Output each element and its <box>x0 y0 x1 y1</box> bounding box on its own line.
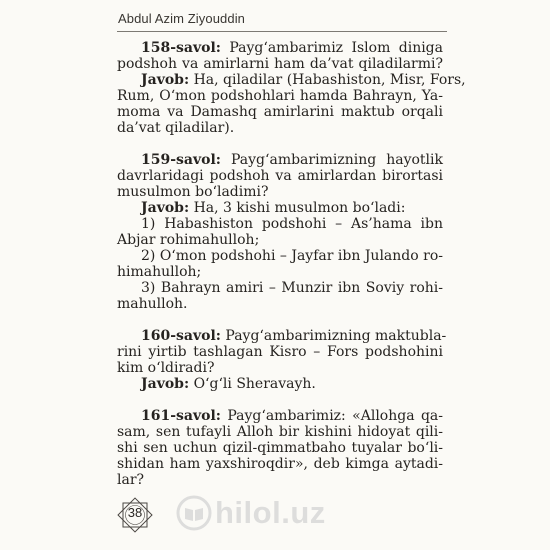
question-line: sam, sen tufayli Alloh bir kishini hidoyat qili- <box>117 424 443 440</box>
answer-text: Ha, 3 kishi musulmon bo‘ladi: <box>189 200 406 216</box>
question-line <box>117 328 447 344</box>
answer-line <box>117 200 443 216</box>
question-line: shi sen uchun qizil-qimmatbaho tuyalar bo‘li- <box>117 440 443 456</box>
answer-line: Abjar rohimahulloh; <box>117 232 260 248</box>
answer-line: mahulloh. <box>117 296 188 312</box>
answer-line: himahulloh; <box>117 264 202 280</box>
question-line: kim o‘ldiradi? <box>117 360 215 376</box>
answer-line: 1) Habashiston podshohi – As’hama ibn <box>141 216 443 232</box>
question-label: 161-savol: <box>141 408 221 424</box>
answer-text: O‘g‘li Sheravayh. <box>189 376 316 392</box>
answer-line: 2) O‘mon podshohi – Jayfar ibn Julando ro- <box>141 248 443 264</box>
book-icon <box>176 495 212 531</box>
answer-line: da’vat qiladilar). <box>117 120 235 136</box>
question-line <box>117 408 443 424</box>
answer-line <box>117 376 443 392</box>
question-160 <box>117 328 447 392</box>
question-label: 160-savol: <box>141 328 221 344</box>
answer-label: Javob: <box>141 72 190 88</box>
watermark-text: hilol.uz <box>215 495 326 530</box>
header-rule <box>117 31 447 32</box>
question-line <box>117 152 443 168</box>
question-158 <box>117 40 466 136</box>
question-line: davrlaridagi podshoh va amirlardan birortasi <box>117 168 443 184</box>
answer-line <box>117 72 466 88</box>
answer-label: Javob: <box>141 376 190 392</box>
question-161 <box>117 408 443 488</box>
answer-line: 3) Bahrayn amiri – Munzir ibn Soviy rohi- <box>141 280 443 296</box>
question-line: lar? <box>117 472 145 488</box>
question-line <box>117 40 443 56</box>
question-text: Payg‘ambarimiz Islom diniga <box>220 40 443 56</box>
answer-line: moma va Damashq amirlarini maktub orqali <box>117 104 443 120</box>
page-number: 38 <box>127 505 143 520</box>
question-159 <box>117 152 443 312</box>
page-content <box>117 40 466 504</box>
question-label: 159-savol: <box>141 152 221 168</box>
watermark <box>176 493 326 533</box>
question-label: 158-savol: <box>141 40 221 56</box>
question-text: Payg‘ambarimizning hayotlik <box>220 152 443 168</box>
running-title: Abdul Azim Ziyouddin <box>118 11 246 26</box>
question-text: Payg‘ambarimizning maktubla- <box>220 328 447 344</box>
answer-text: Ha, qiladilar (Habashiston, Misr, Fors, <box>189 72 466 88</box>
question-line: podshoh va amirlarni ham da’vat qiladilarmi? <box>117 56 443 72</box>
question-line: rini yirtib tashlagan Kisro – Fors podshohini <box>117 344 443 360</box>
question-line: shidan ham yaxshiroqdir», deb kimga aytadi- <box>117 456 443 472</box>
answer-label: Javob: <box>141 200 190 216</box>
question-line: musulmon bo‘ladimi? <box>117 184 269 200</box>
question-text: Payg‘ambarimiz: «Allohga qa- <box>220 408 443 424</box>
answer-line: Rum, O‘mon podshohlari hamda Bahrayn, Ya- <box>117 88 443 104</box>
